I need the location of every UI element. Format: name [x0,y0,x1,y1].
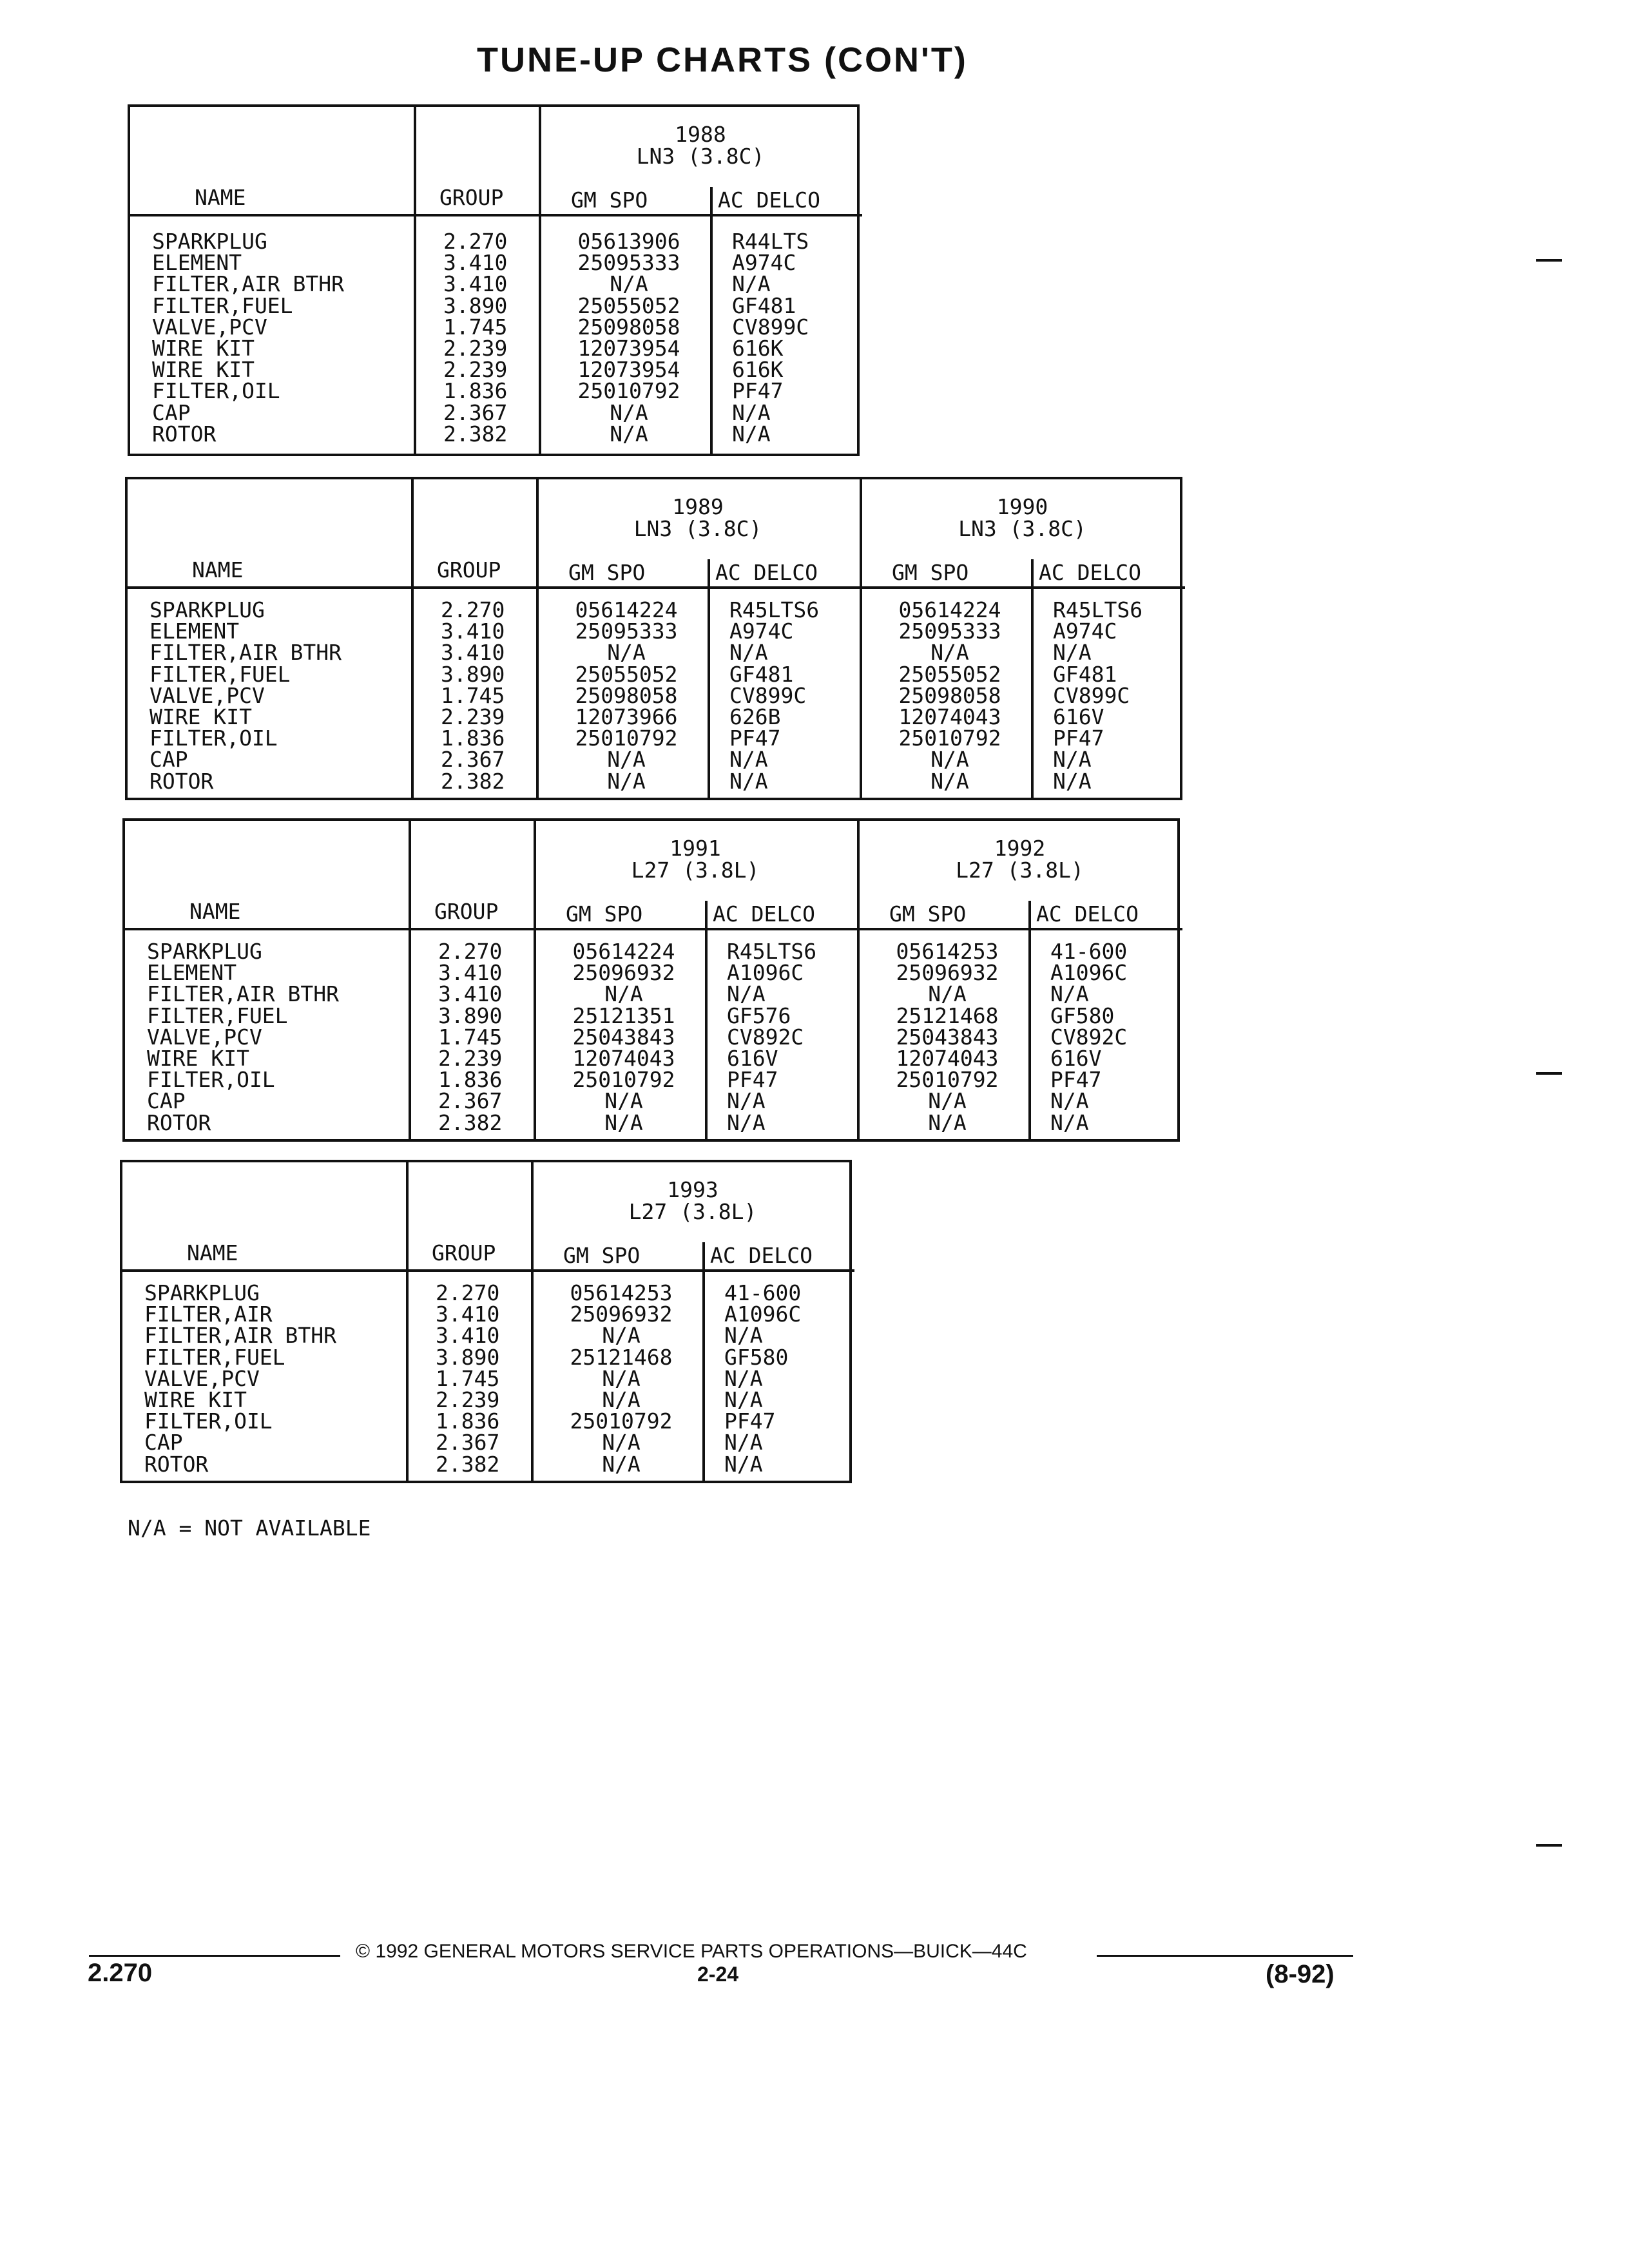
footer-rule-left [89,1955,340,1957]
gm-spo-part-number-cell: 25096932 [572,960,675,986]
part-group-cell: 2.270 [436,1280,500,1305]
ac-delco-part-number-cell: N/A [724,1451,763,1477]
part-group-cell: 3.410 [443,250,508,276]
gm-spo-part-number-cell: 12074043 [572,1045,675,1071]
ac-delco-part-number-cell: R45LTS6 [1053,597,1143,622]
part-group-cell: 3.410 [436,1323,500,1349]
gm-spo-part-number-cell: 25010792 [570,1408,673,1434]
gm-spo-part-number-cell: 25095333 [577,250,680,276]
part-group-cell: 2.367 [436,1430,500,1456]
ac-delco-part-number-cell: PF47 [724,1408,776,1434]
spo-delco-divider [705,901,708,1139]
name-column-header: NAME [192,557,244,582]
ac-delco-part-number-cell: N/A [729,768,768,794]
part-name-cell: ELEMENT [149,619,240,644]
gm-spo-part-number-cell: N/A [602,1430,641,1456]
part-group-cell: 1.836 [438,1067,503,1093]
gm-spo-part-number [866,941,1028,1133]
part-group-cell: 2.382 [441,768,505,794]
ac-delco-part-number-cell: 616V [1050,1045,1102,1071]
ac-delco-part-number-cell: A974C [1053,619,1117,644]
part-group-cell: 2.239 [443,335,508,361]
column-divider [411,479,414,798]
part-name-cell: FILTER,AIR BTHR [144,1323,337,1349]
gm-spo-part-number-cell: 25121351 [572,1003,675,1028]
gm-spo-part-number-cell: 25098058 [577,314,680,340]
ac-delco-part-number-cell: N/A [1053,768,1092,794]
ac-delco-part-number-cell: GF481 [732,293,796,318]
ac-delco-part-number-cell: PF47 [1050,1067,1102,1093]
gm-spo-part-number-cell: 12074043 [896,1045,999,1071]
gm-spo-part-number-cell: 12073954 [577,335,680,361]
gm-spo-part-number-cell: N/A [604,1110,643,1135]
gm-spo-part-number-cell: 25121468 [570,1344,673,1370]
spo-delco-divider [702,1242,705,1481]
ac-delco-part-number-cell: CV899C [732,314,809,340]
gm-spo-part-number-cell: 05614253 [570,1280,673,1305]
footer-copyright: © 1992 GENERAL MOTORS SERVICE PARTS OPERATIONS—BUICK—44C [356,1941,1027,1962]
ac-delco-part-number-cell: N/A [724,1323,763,1349]
ac-delco-part-number-cell: N/A [727,1110,766,1135]
ac-delco-part-number-cell: R44LTS [732,229,809,254]
ac-delco-part-number-cell: N/A [724,1430,763,1456]
name-column-header: NAME [189,899,241,924]
part-group-cell: 2.239 [436,1387,500,1412]
part-name-cell: SPARKPLUG [149,597,265,622]
ac-delco-part-number-cell: A1096C [1050,960,1128,986]
part-name-cell: SPARKPLUG [152,229,267,254]
part-name-cell: FILTER,FUEL [149,661,291,687]
ac-delco-part-number-cell: 616V [727,1045,778,1071]
gm-spo-column-header: GM SPO [571,187,648,213]
group-column-header: GROUP [432,1240,496,1265]
part-name-cell: VALVE,PCV [144,1365,260,1391]
part-group-cell: 2.382 [436,1451,500,1477]
part-group-cell: 2.270 [438,939,503,964]
gm-spo-part-number-cell: 05614253 [896,939,999,964]
part-group-cell: 2.239 [441,704,505,729]
gm-spo-part-number-cell: N/A [928,1088,967,1114]
part-name-cell: VALVE,PCV [149,682,265,708]
engine-code: LN3 (3.8C) [633,516,762,541]
part-name [149,599,342,792]
ac-delco-column-header: AC DELCO [713,901,815,927]
gm-spo-part-number-cell: 25043843 [572,1024,675,1050]
ac-delco-part-number [1050,941,1127,1133]
gm-spo-part-number-cell: N/A [607,747,646,773]
gm-spo-part-number-cell: N/A [602,1451,641,1477]
engine-code: LN3 (3.8C) [636,144,765,169]
part-group-cell: 1.745 [436,1365,500,1391]
ac-delco-part-number-cell: N/A [727,1088,766,1114]
part-name-cell: FILTER,OIL [144,1408,273,1434]
column-divider [414,107,416,454]
ac-delco-part-number-cell: A1096C [727,960,804,986]
group-column-header: GROUP [439,185,504,210]
name-column-header: NAME [195,185,246,210]
gm-spo-part-number-cell: 25096932 [896,960,999,986]
part-name-cell: ROTOR [149,768,214,794]
ac-delco-part-number-cell: 41-600 [1050,939,1128,964]
gm-spo-part-number-cell: 25043843 [896,1024,999,1050]
part-group-cell: 2.382 [443,421,508,447]
gm-spo-part-number-cell: N/A [928,1110,967,1135]
na-note: N/A = NOT AVAILABLE [128,1515,371,1541]
part-name-cell: ROTOR [147,1110,211,1135]
name-column-header: NAME [187,1240,238,1265]
part-name-cell: FILTER,AIR [144,1302,273,1327]
gm-spo-part-number-cell: N/A [604,1088,643,1114]
ac-delco-part-number-cell: N/A [724,1365,763,1391]
gm-spo-part-number-cell: 25010792 [896,1067,999,1093]
part-group [443,231,507,445]
ac-delco-part-number-cell: N/A [1053,640,1092,666]
tune-up-table [120,1160,852,1483]
ac-delco-column-header: AC DELCO [710,1243,813,1268]
model-year: 1991 [670,836,721,861]
part-name-cell: FILTER,FUEL [147,1003,288,1028]
part-name-cell: WIRE KIT [152,357,255,383]
gm-spo-part-number-cell: 25055052 [898,661,1001,687]
gm-spo-part-number-cell: 12074043 [898,704,1001,729]
spo-delco-divider [708,559,710,798]
model-year: 1992 [994,836,1046,861]
gm-spo-part-number-cell: N/A [610,271,648,297]
ac-delco-column-header: AC DELCO [718,187,820,213]
part-group-cell: 2.270 [443,229,508,254]
part-group-cell: 3.890 [443,293,508,318]
ac-delco-part-number-cell: A1096C [724,1302,802,1327]
ac-delco-part-number-cell: N/A [1050,1088,1089,1114]
ac-delco-part-number-cell: N/A [1050,1110,1089,1135]
part-group-cell: 3.410 [438,981,503,1007]
ac-delco-part-number-cell: N/A [1053,747,1092,773]
model-year: 1988 [675,122,726,147]
part-name-cell: VALVE,PCV [147,1024,262,1050]
part-name [144,1282,336,1475]
footer-rule-right [1097,1955,1353,1957]
gm-spo-part-number [869,599,1031,792]
part-name-cell: CAP [149,747,188,773]
gm-spo-part-number-cell: 05614224 [575,597,678,622]
part-name-cell: FILTER,FUEL [152,293,293,318]
ac-delco-part-number-cell: CV892C [1050,1024,1128,1050]
part-group [438,941,502,1133]
margin-mark [1536,1844,1562,1847]
gm-spo-part-number-cell: N/A [610,421,648,447]
ac-delco-part-number-cell: CV899C [1053,682,1130,708]
ac-delco-part-number [724,1282,801,1475]
engine-code: L27 (3.8L) [628,1199,757,1224]
gm-spo-part-number-cell: N/A [930,747,969,773]
gm-spo-part-number-cell: 25010792 [898,726,1001,751]
ac-delco-part-number-cell: N/A [729,640,768,666]
ac-delco-part-number-cell: 616K [732,335,784,361]
ac-delco-part-number [729,599,819,792]
ac-delco-part-number-cell: A974C [729,619,794,644]
gm-spo-part-number-cell: N/A [610,399,648,425]
gm-spo-part-number [540,1282,702,1475]
spo-delco-divider [1031,559,1034,798]
gm-spo-column-header: GM SPO [568,560,646,585]
ac-delco-part-number-cell: CV899C [729,682,807,708]
gm-spo-part-number-cell: N/A [604,981,643,1007]
gm-spo-part-number-cell: 25096932 [570,1302,673,1327]
ac-delco-part-number [732,231,809,445]
part-name-cell: SPARKPLUG [147,939,262,964]
footer-page-number: 2-24 [697,1963,739,1986]
gm-spo-column-header: GM SPO [892,560,969,585]
ac-delco-column-header: AC DELCO [715,560,818,585]
gm-spo-part-number-cell: 05614224 [572,939,675,964]
ac-delco-part-number-cell: GF481 [1053,661,1117,687]
gm-spo-column-header: GM SPO [563,1243,641,1268]
gm-spo-part-number-cell: N/A [930,640,969,666]
part-group-cell: 1.745 [441,682,505,708]
part-group-cell: 3.890 [438,1003,503,1028]
part-group-cell: 3.410 [443,271,508,297]
part-name [152,231,344,445]
part-name-cell: CAP [144,1430,183,1456]
part-group-cell: 2.367 [441,747,505,773]
spo-delco-divider [1028,901,1031,1139]
ac-delco-part-number-cell: R45LTS6 [729,597,820,622]
tune-up-table [122,818,1180,1142]
part-group-cell: 2.382 [438,1110,503,1135]
engine-code: L27 (3.8L) [956,858,1084,883]
part-group-cell: 3.410 [438,960,503,986]
part-group-cell: 1.836 [436,1408,500,1434]
ac-delco-part-number-cell: CV892C [727,1024,804,1050]
part-name-cell: WIRE KIT [144,1387,247,1412]
model-year: 1990 [996,494,1048,519]
part-name-cell: FILTER,FUEL [144,1344,285,1370]
ac-delco-column-header: AC DELCO [1036,901,1139,927]
ac-delco-part-number-cell: GF580 [1050,1003,1115,1028]
tune-up-table [125,477,1182,800]
part-group-cell: 1.745 [443,314,508,340]
part-group-cell: 2.367 [438,1088,503,1114]
gm-spo-part-number [545,599,708,792]
ac-delco-part-number-cell: GF481 [729,661,794,687]
gm-spo-part-number-cell: N/A [607,640,646,666]
gm-spo-part-number-cell: 25055052 [575,661,678,687]
gm-spo-part-number-cell: N/A [928,981,967,1007]
group-column-header: GROUP [434,899,499,924]
group-column-header: GROUP [437,557,501,582]
engine-code: L27 (3.8L) [631,858,760,883]
part-name-cell: FILTER,AIR BTHR [147,981,340,1007]
ac-delco-part-number-cell: 41-600 [724,1280,802,1305]
column-divider [406,1162,409,1481]
part-name-cell: ROTOR [152,421,217,447]
part-group-cell: 1.836 [443,378,508,404]
part-group-cell: 3.890 [441,661,505,687]
gm-spo-part-number-cell: 25010792 [572,1067,675,1093]
ac-delco-part-number-cell: 616K [732,357,784,383]
model-year: 1993 [667,1177,718,1202]
part-name-cell: CAP [152,399,191,425]
gm-spo-part-number [548,231,710,445]
part-name-cell: FILTER,OIL [149,726,278,751]
gm-spo-part-number-cell: 25010792 [577,378,680,404]
gm-spo-part-number-cell: 12073954 [577,357,680,383]
part-name-cell: ELEMENT [147,960,237,986]
ac-delco-part-number [727,941,816,1133]
part-group-cell: 2.239 [443,357,508,383]
part-group [441,599,505,792]
ac-delco-part-number-cell: PF47 [1053,726,1104,751]
gm-spo-part-number-cell: N/A [602,1387,641,1412]
gm-spo-part-number-cell: 12073966 [575,704,678,729]
gm-spo-part-number-cell: 25095333 [898,619,1001,644]
gm-spo-column-header: GM SPO [889,901,967,927]
part-name-cell: ROTOR [144,1451,209,1477]
ac-delco-part-number-cell: N/A [732,421,771,447]
ac-delco-part-number-cell: N/A [729,747,768,773]
part-group-cell: 3.410 [441,619,505,644]
ac-delco-part-number-cell: PF47 [729,726,781,751]
part-name-cell: WIRE KIT [152,335,255,361]
gm-spo-part-number-cell: 05614224 [898,597,1001,622]
ac-delco-column-header: AC DELCO [1039,560,1141,585]
tune-up-table [128,104,860,456]
part-name-cell: ELEMENT [152,250,242,276]
part-name-cell: FILTER,OIL [152,378,280,404]
ac-delco-part-number-cell: N/A [1050,981,1089,1007]
part-group-cell: 2.367 [443,399,508,425]
gm-spo-part-number-cell: 25098058 [898,682,1001,708]
ac-delco-part-number-cell: PF47 [732,378,784,404]
gm-spo-part-number-cell: 25055052 [577,293,680,318]
part-group-cell: 1.745 [438,1024,503,1050]
ac-delco-part-number-cell: N/A [732,399,771,425]
gm-spo-column-header: GM SPO [566,901,643,927]
part-group [436,1282,499,1475]
column-divider [409,821,411,1139]
part-name-cell: CAP [147,1088,186,1114]
part-name-cell: VALVE,PCV [152,314,267,340]
gm-spo-part-number-cell: 05613906 [577,229,680,254]
gm-spo-part-number-cell: 25010792 [575,726,678,751]
footer-section: 2.270 [88,1959,153,1987]
gm-spo-part-number-cell: N/A [930,768,969,794]
margin-mark [1536,259,1562,262]
gm-spo-part-number-cell: N/A [607,768,646,794]
footer-date-code: (8-92) [1266,1960,1335,1988]
gm-spo-part-number [543,941,705,1133]
part-name-cell: FILTER,AIR BTHR [149,640,342,666]
gm-spo-part-number-cell: 25095333 [575,619,678,644]
ac-delco-part-number-cell: N/A [732,271,771,297]
gm-spo-part-number-cell: 25098058 [575,682,678,708]
part-name-cell: WIRE KIT [147,1045,249,1071]
ac-delco-part-number-cell: N/A [727,981,766,1007]
spo-delco-divider [710,187,713,454]
part-name-cell: FILTER,AIR BTHR [152,271,345,297]
ac-delco-part-number-cell: 616V [1053,704,1104,729]
ac-delco-part-number-cell: GF580 [724,1344,789,1370]
part-group-cell: 3.890 [436,1344,500,1370]
ac-delco-part-number-cell: A974C [732,250,796,276]
margin-mark [1536,1072,1562,1075]
part-group-cell: 2.239 [438,1045,503,1071]
ac-delco-part-number-cell: 626B [729,704,781,729]
ac-delco-part-number-cell: GF576 [727,1003,791,1028]
part-group-cell: 1.836 [441,726,505,751]
part-group-cell: 3.410 [436,1302,500,1327]
ac-delco-part-number-cell: R45LTS6 [727,939,817,964]
ac-delco-part-number-cell: PF47 [727,1067,778,1093]
gm-spo-part-number-cell: N/A [602,1323,641,1349]
part-name-cell: SPARKPLUG [144,1280,260,1305]
gm-spo-part-number-cell: N/A [602,1365,641,1391]
page-title: TUNE-UP CHARTS (CON'T) [477,41,968,79]
part-group-cell: 2.270 [441,597,505,622]
engine-code: LN3 (3.8C) [958,516,1086,541]
part-name-cell: FILTER,OIL [147,1067,275,1093]
part-group-cell: 3.410 [441,640,505,666]
ac-delco-part-number [1053,599,1142,792]
part-name [147,941,339,1133]
model-year: 1989 [672,494,724,519]
part-name-cell: WIRE KIT [149,704,252,729]
ac-delco-part-number-cell: N/A [724,1387,763,1412]
gm-spo-part-number-cell: 25121468 [896,1003,999,1028]
